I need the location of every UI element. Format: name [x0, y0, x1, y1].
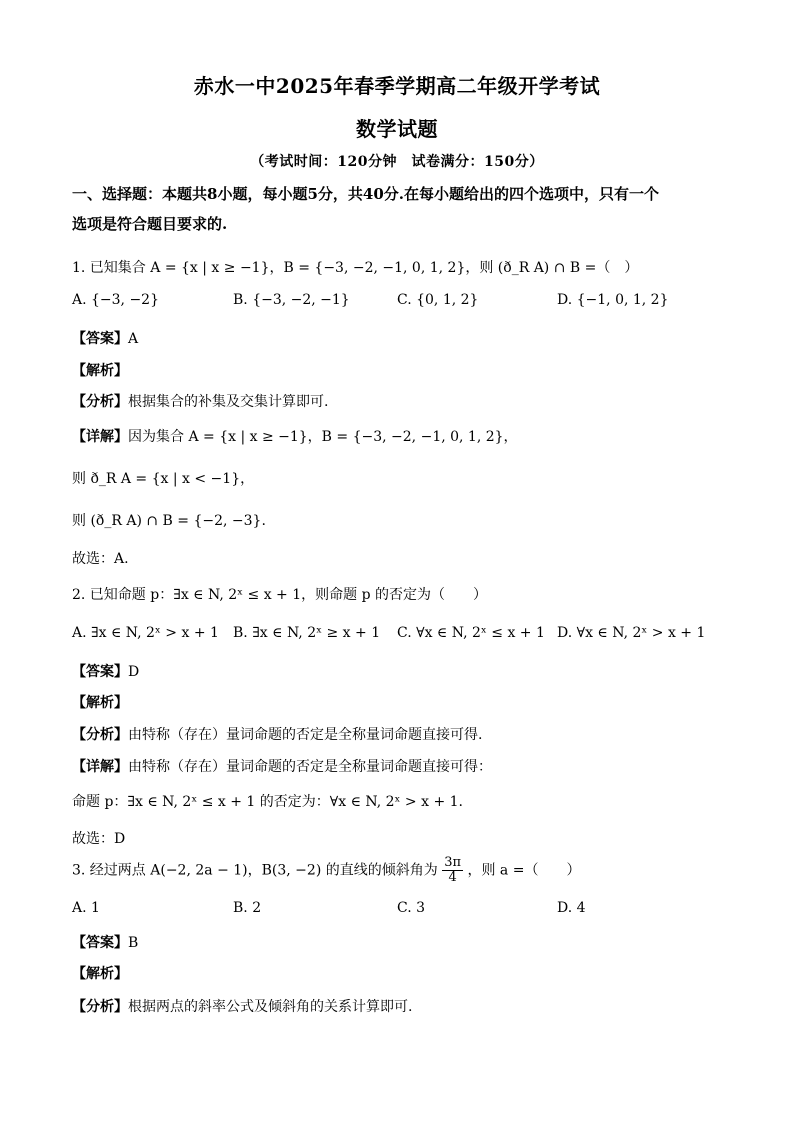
fenxi-text: 由特称（存在）量词命题的否定是全称量词命题直接可得. [128, 727, 483, 743]
exam-title: 赤水一中2025年春季学期高二年级开学考试 [193, 74, 601, 98]
fenxi-tag: 【分析】 [72, 727, 128, 743]
detail-tag: 【详解】 [72, 429, 128, 445]
section-heading-line2: 选项是符合题目要求的. [72, 215, 228, 233]
answer-value: D [128, 664, 140, 680]
answer-tag: 【答案】 [72, 331, 128, 347]
q3-option-b: B. 2 [233, 900, 262, 916]
q2-option-c: C. ∀x ∈ N, 2ˣ ≤ x + 1 [397, 625, 545, 641]
q3-fenxi [72, 996, 412, 1016]
exam-subtitle: 数学试题 [356, 117, 438, 141]
q1-option-b: B. {−3, −2, −1} [233, 292, 350, 308]
detail-tag: 【详解】 [72, 759, 128, 775]
section-heading-line1: 一、选择题：本题共8小题，每小题5分，共40分.在每小题给出的四个选项中，只有一个 [72, 185, 659, 203]
q3-stem-post: ，则 a =（ ） [467, 862, 581, 879]
answer-value: A [128, 331, 139, 347]
analysis-tag: 【解析】 [72, 695, 128, 711]
q1-stem: 1. 已知集合 A = {x | x ≥ −1}，B = {−3, −2, −1, 0, 1, 2}，则 (ð_R A) ∩ B =（ ） [72, 260, 639, 276]
analysis-tag: 【解析】 [72, 966, 128, 982]
q2-analysis-tag [72, 692, 128, 712]
q3-stem [72, 856, 580, 885]
q3-stem-pre: 3. 经过两点 A(−2, 2a − 1)，B(3, −2) 的直线的倾斜角为 [72, 862, 438, 879]
q1-conclusion: 故选：A. [72, 551, 129, 567]
fenxi-tag: 【分析】 [72, 394, 128, 410]
q3-option-d: D. 4 [557, 900, 586, 916]
q1-option-d: D. {−1, 0, 1, 2} [557, 292, 669, 308]
fenxi-text: 根据两点的斜率公式及倾斜角的关系计算即可. [128, 999, 413, 1015]
q3-analysis-tag [72, 963, 128, 983]
exam-info: （考试时间：120分钟 试卷满分：150分） [250, 154, 544, 170]
q2-fenxi [72, 724, 482, 744]
q3-angle-fraction [442, 856, 463, 885]
q2-detail [72, 756, 492, 776]
q1-answer [72, 328, 138, 348]
answer-value: B [128, 935, 139, 951]
fenxi-tag: 【分析】 [72, 999, 128, 1015]
q3-option-c: C. 3 [397, 900, 426, 916]
fraction-denominator: 4 [448, 870, 457, 885]
q1-step2: 则 (ð_R A) ∩ B = {−2, −3}. [72, 513, 266, 529]
analysis-tag: 【解析】 [72, 363, 128, 379]
q1-fenxi [72, 391, 328, 411]
q2-step1: 命题 p：∃x ∈ N, 2ˣ ≤ x + 1 的否定为：∀x ∈ N, 2ˣ > x + 1. [72, 794, 463, 810]
q2-answer [72, 661, 139, 681]
q1-detail [72, 426, 518, 446]
q2-option-b: B. ∃x ∈ N, 2ˣ ≥ x + 1 [233, 625, 381, 641]
q3-option-a: A. 1 [72, 900, 100, 916]
fenxi-text: 根据集合的补集及交集计算即可. [128, 394, 329, 410]
q2-stem: 2. 已知命题 p：∃x ∈ N, 2ˣ ≤ x + 1，则命题 p 的否定为（ ） [72, 587, 487, 603]
q1-step1: 则 ð_R A = {x | x < −1}， [72, 471, 255, 487]
q2-option-a: A. ∃x ∈ N, 2ˣ > x + 1 [72, 625, 219, 641]
q1-option-a: A. {−3, −2} [72, 292, 160, 308]
q3-answer [72, 932, 138, 952]
q2-conclusion: 故选：D [72, 831, 126, 847]
detail-text: 由特称（存在）量词命题的否定是全称量词命题直接可得： [128, 759, 492, 775]
answer-tag: 【答案】 [72, 935, 128, 951]
q1-option-c: C. {0, 1, 2} [397, 292, 479, 308]
q1-analysis-tag [72, 360, 128, 380]
fraction-numerator: 3π [444, 855, 462, 870]
detail-text: 因为集合 A = {x | x ≥ −1}，B = {−3, −2, −1, 0, 1, 2}， [128, 429, 518, 445]
q2-option-d: D. ∀x ∈ N, 2ˣ > x + 1 [557, 625, 706, 641]
answer-tag: 【答案】 [72, 664, 128, 680]
